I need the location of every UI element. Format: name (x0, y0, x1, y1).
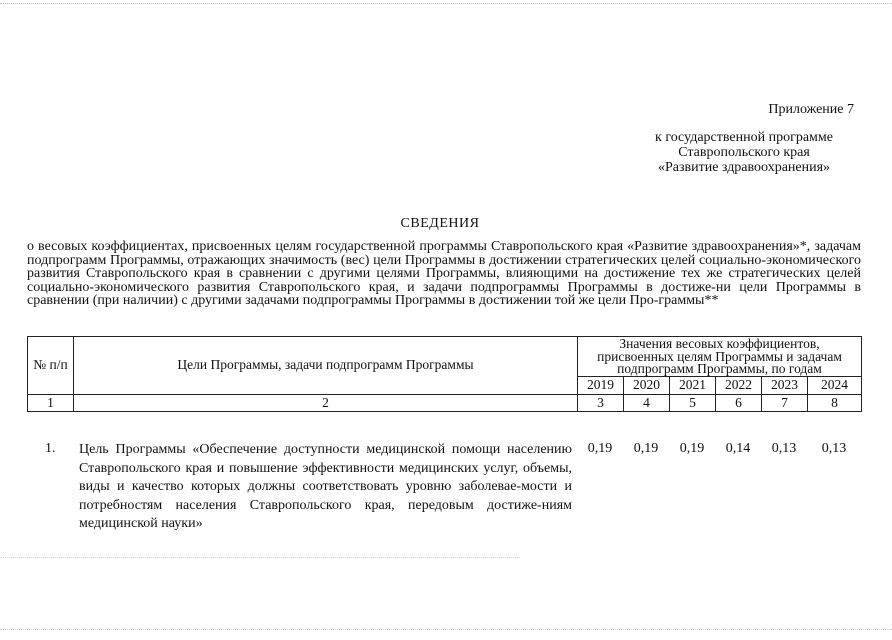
header-year: 2023 (762, 376, 808, 394)
column-index: 8 (808, 394, 862, 411)
column-index: 7 (762, 394, 808, 411)
row-number: 1. (45, 441, 56, 456)
header-goals: Цели Программы, задачи подпрограмм Программы (74, 337, 578, 395)
column-index: 5 (670, 394, 716, 411)
appendix-line-1: к государственной программе (655, 130, 833, 145)
weight-value-2023: 0,13 (771, 441, 797, 456)
header-year: 2019 (578, 376, 624, 394)
weight-value-2019: 0,19 (587, 441, 613, 456)
appendix-line-3: «Развитие здравоохранения» (657, 160, 831, 175)
document-subtitle: о весовых коэффициентах, присвоенных целям государственной программы Ставропольского края «Развитие здравоохранения»*, задачам подпрограмм Программы, отражающих значимость (вес) цели Программы в достижении стратегических целей социально-экономического развития Ставропольского края в сравнении с другими целями Программы, влияющими на достижение тех же стратегических целей социально-экономического развития Ставропольского края, и задачи подпрограммы Программы в достиже-ни цели Программы в сравнении (при наличии) с другими задачами подпрограммы Программы в достижении той же цели Про-граммы** (27, 239, 861, 308)
column-index: 4 (624, 394, 670, 411)
appendix-number: Приложение 7 (768, 102, 854, 117)
header-year: 2020 (624, 376, 670, 394)
column-index: 1 (28, 394, 74, 411)
faint-rule (0, 557, 520, 558)
header-year: 2022 (716, 376, 762, 394)
header-year: 2021 (670, 376, 716, 394)
document-title: СВЕДЕНИЯ (400, 216, 480, 231)
header-weight-values: Значения весовых коэффициентов, присвоенных целям Программы и задачам подпрограмм Программы, по годам (578, 337, 862, 377)
scan-edge-top (0, 3, 892, 4)
column-index: 2 (74, 394, 578, 411)
scan-edge-bottom (0, 629, 892, 630)
header-number: № п/п (28, 337, 74, 395)
goal-text: Цель Программы «Обеспечение доступности медицинской помощи населению Ставропольского края и повышение эффективности медицинских услуг, объемы, виды и качество которых должны соответствовать уровню заболевае-мости и потребностям населения Ставропольского края, передовым достиже-ниям медицинской науки» (79, 442, 572, 531)
weight-value-2024: 0,13 (821, 441, 847, 456)
weight-value-2020: 0,19 (633, 441, 659, 456)
column-index: 3 (578, 394, 624, 411)
appendix-line-2: Ставропольского края (678, 145, 810, 160)
weight-value-2021: 0,19 (679, 441, 705, 456)
header-year: 2024 (808, 376, 862, 394)
weights-table (27, 336, 862, 412)
weight-value-2022: 0,14 (725, 441, 751, 456)
column-index: 6 (716, 394, 762, 411)
appendix-header (634, 102, 854, 175)
